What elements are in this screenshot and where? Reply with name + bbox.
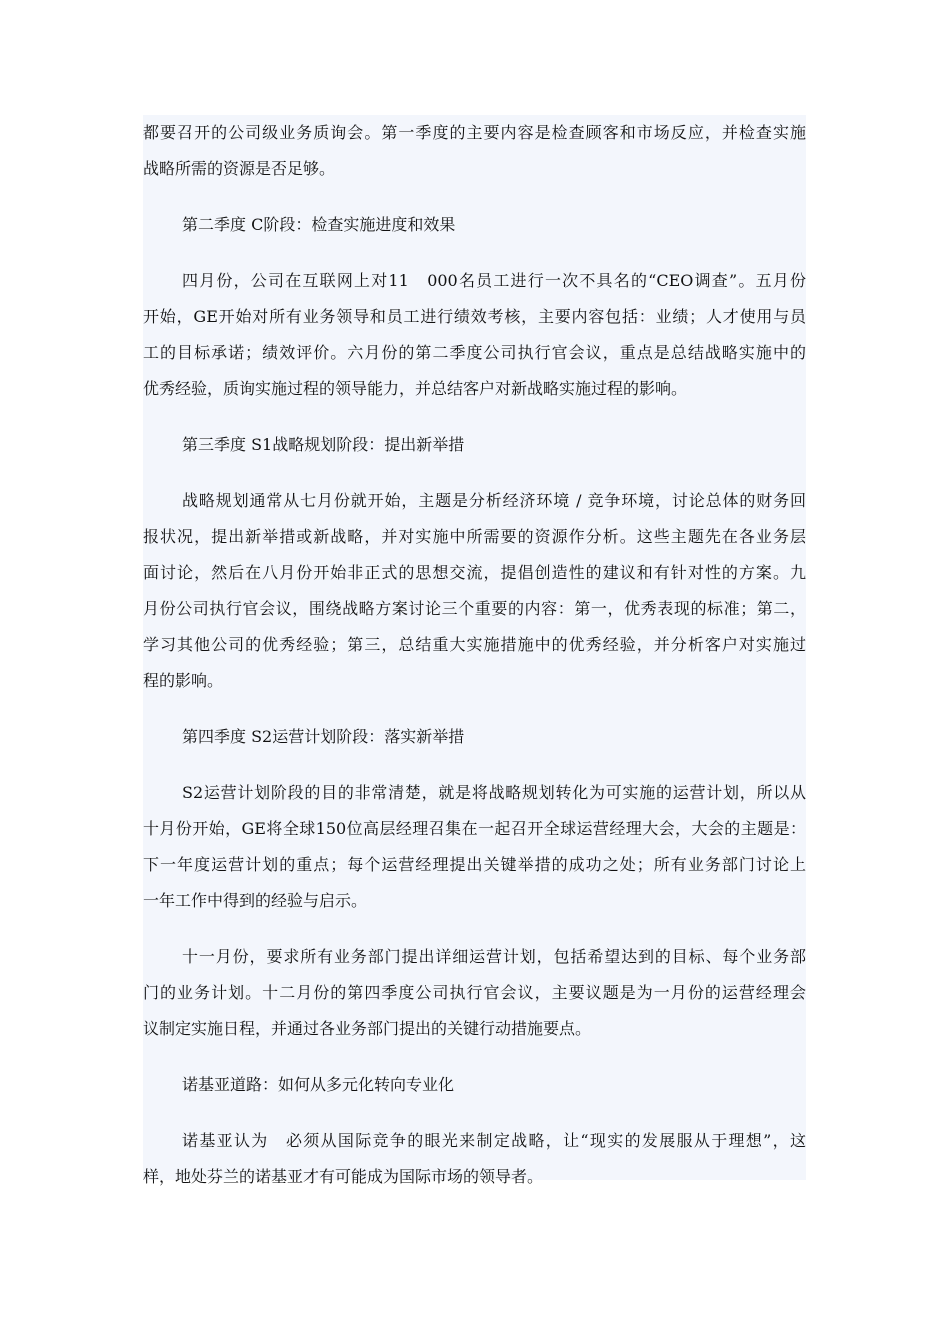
text-line: 诺基亚道路：如何从多元化转向专业化 xyxy=(182,1075,455,1094)
text-line: 战略所需的资源是否足够。 xyxy=(143,159,336,178)
body-paragraph xyxy=(143,263,806,407)
body-paragraph xyxy=(143,115,806,187)
text-line: 第三季度 S1战略规划阶段：提出新举措 xyxy=(182,435,465,454)
body-paragraph xyxy=(143,775,806,919)
section-heading xyxy=(143,427,806,463)
document-page xyxy=(143,115,806,1186)
text-line: 战略规划通常从七月份就开始，主题是分析经济环境 / 竞争环境，讨论总体的财务回 xyxy=(182,491,806,510)
text-line: 十月份开始，GE将全球150位高层经理召集在一起召开全球运营经理大会，大会的主题是： xyxy=(143,819,806,838)
text-line: 面讨论，然后在八月份开始非正式的思想交流，提倡创造性的建议和有针对性的方案。九 xyxy=(143,563,806,582)
section-heading xyxy=(143,719,806,755)
body-paragraph xyxy=(143,1123,806,1195)
text-line: 工的目标承诺；绩效评价。六月份的第二季度公司执行官会议，重点是总结战略实施中的 xyxy=(143,343,806,362)
text-line: 学习其他公司的优秀经验；第三，总结重大实施措施中的优秀经验，并分析客户对实施过 xyxy=(143,635,806,654)
text-line: 诺基亚认为 必须从国际竞争的眼光来制定战略，让“现实的发展服从于理想”，这 xyxy=(182,1131,806,1150)
section-heading xyxy=(143,1067,806,1103)
text-line: 月份公司执行官会议，围绕战略方案讨论三个重要的内容：第一，优秀表现的标准；第二， xyxy=(143,599,806,618)
section-heading xyxy=(143,207,806,243)
text-line: 门的业务计划。十二月份的第四季度公司执行官会议，主要议题是为一月份的运营经理会 xyxy=(143,983,806,1002)
body-paragraph xyxy=(143,483,806,699)
text-line: 报状况，提出新举措或新战略，并对实施中所需要的资源作分析。这些主题先在各业务层 xyxy=(143,527,806,546)
text-line: 都要召开的公司级业务质询会。第一季度的主要内容是检查顾客和市场反应，并检查实施 xyxy=(143,123,806,142)
text-line: 一年工作中得到的经验与启示。 xyxy=(143,891,368,910)
body-paragraph xyxy=(143,939,806,1047)
text-line: 优秀经验，质询实施过程的领导能力，并总结客户对新战略实施过程的影响。 xyxy=(143,379,688,398)
text-line: 四月份，公司在互联网上对11 000名员工进行一次不具名的“CEO调查”。五月份 xyxy=(182,271,806,290)
text-line: 第四季度 S2运营计划阶段：落实新举措 xyxy=(182,727,465,746)
text-line: 第二季度 C阶段：检查实施进度和效果 xyxy=(182,215,456,234)
text-line: 程的影响。 xyxy=(143,671,224,690)
text-line: 开始，GE开始对所有业务领导和员工进行绩效考核，主要内容包括：业绩；人才使用与员 xyxy=(143,307,806,326)
text-line: S2运营计划阶段的目的非常清楚，就是将战略规划转化为可实施的运营计划，所以从 xyxy=(182,783,806,802)
text-line: 议制定实施日程，并通过各业务部门提出的关键行动措施要点。 xyxy=(143,1019,592,1038)
text-line: 样，地处芬兰的诺基亚才有可能成为国际市场的领导者。 xyxy=(143,1167,544,1186)
text-line: 十一月份，要求所有业务部门提出详细运营计划，包括希望达到的目标、每个业务部 xyxy=(182,947,806,966)
text-line: 下一年度运营计划的重点；每个运营经理提出关键举措的成功之处；所有业务部门讨论上 xyxy=(143,855,806,874)
